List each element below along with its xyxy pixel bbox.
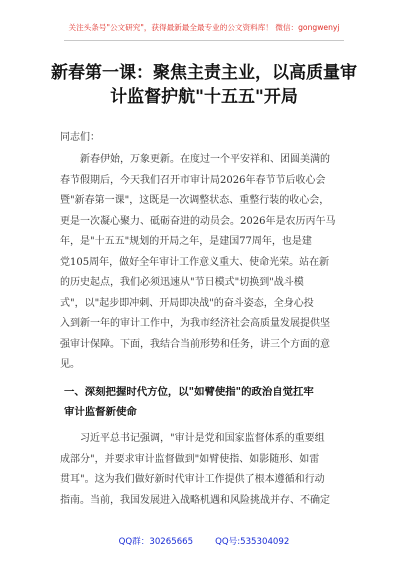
text-line: 党105周年，做好全年审计工作意义重大、使命光荣。站在新 — [60, 256, 330, 268]
text-line: 春节假期后，今天我们召开市审计局2026年春节节后收心会 — [60, 174, 326, 186]
paragraph-intro — [60, 150, 354, 376]
qq-group: QQ群：30265665 — [118, 537, 194, 547]
document-title — [40, 61, 368, 109]
header-divider — [64, 40, 344, 41]
title-line: 新春第一课：聚焦主责主业，以高质量审 — [51, 63, 357, 83]
text-line: 习近平总书记强调，"审计是党和国家监督体系的重要组 — [80, 433, 325, 444]
text-line: 更是一次凝心聚力、砥砺奋进的动员会。2026年是农历丙午马 — [60, 215, 336, 227]
title-line: 计监督护航"十五五"开局 — [110, 87, 298, 107]
text-line: 入到新一年的审计工作中，为我市经济社会高质量发展提供坚 — [60, 318, 330, 329]
text-line: 见。 — [60, 359, 80, 370]
heading-line: 一、深刻把握时代方位，以"如臂使指"的政治自觉扛牢 — [64, 386, 314, 398]
text-line: 贯耳"。这为我们做好新时代审计工作提供了根本遵循和行动 — [60, 474, 325, 485]
top-banner: 关注头条号"公文研究"，获得最新最全最专业的公文资料库！ 微信：gongwenyj — [68, 23, 340, 32]
paragraph-section1 — [60, 429, 354, 511]
text-line: 式"，以"起步即冲刺、开局即决战"的奋斗姿态，全身心投 — [60, 297, 314, 309]
text-line: 新春伊始，万象更新。在度过一个平安祥和、团圆美满的 — [80, 154, 330, 165]
text-line: 指南。当前，我国发展进入战略机遇和风险挑战并存、不确定 — [60, 494, 330, 506]
greeting: 同志们： — [60, 132, 100, 143]
qq-number: QQ号:535304092 — [215, 537, 290, 547]
text-line: 年，是"十五五"规划的开局之年，是建国77周年，也是建 — [60, 236, 312, 247]
text-line: 的历史起点，我们必须迅速从"节日模式"切换到"战斗模 — [60, 277, 304, 288]
footer-contacts — [0, 535, 408, 547]
section-heading — [64, 382, 364, 422]
text-line: 强审计保障。下面，我结合当前形势和任务，讲三个方面的意 — [60, 338, 330, 350]
text-line: 成部分"，并要求审计监督做到"如臂使指、如影随形、如雷 — [60, 453, 320, 465]
text-line: 暨"新春第一课"，这既是一次调整状态、重整行装的收心会， — [60, 195, 330, 206]
heading-line: 审计监督新使命 — [64, 406, 137, 418]
